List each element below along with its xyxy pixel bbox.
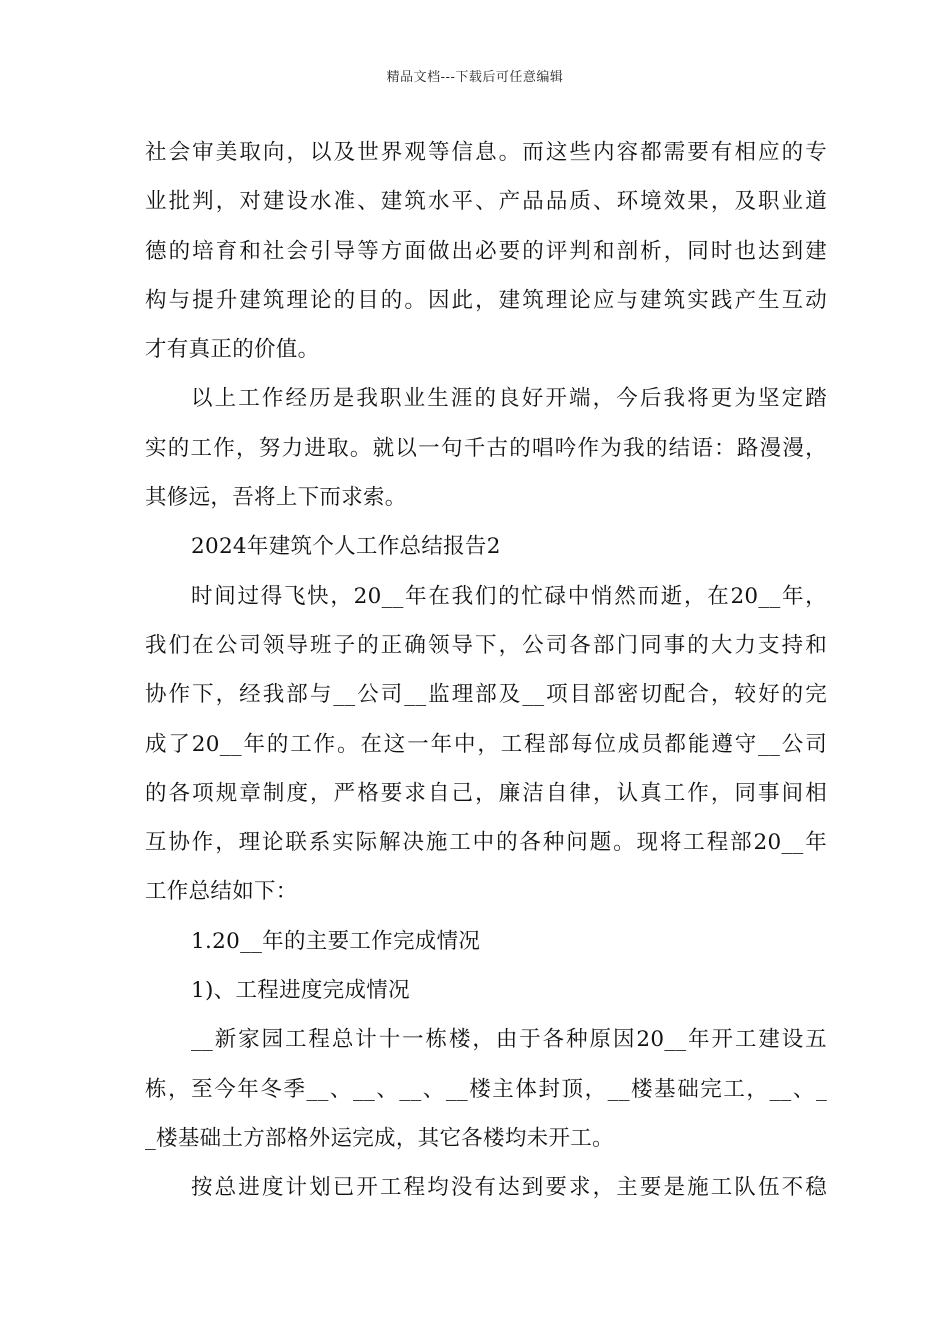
- text-line: 栋，至今年冬季__、__、__、__楼主体封顶，__楼基础完工，__、_: [145, 1076, 827, 1102]
- text-line: 其修远，吾将上下而求索。: [145, 485, 407, 511]
- page-header: 精品文档---下载后可任意编辑: [386, 70, 564, 85]
- text-line: 工作总结如下：: [145, 879, 298, 905]
- text-line: __新家园工程总计十一栋楼，由于各种原因20__年开工建设五: [191, 1027, 827, 1053]
- text-line: 1)、工程进度完成情况: [191, 978, 410, 1004]
- text-line: 以上工作经历是我职业生涯的良好开端，今后我将更为坚定踏: [191, 386, 827, 412]
- text-line: 2024年建筑个人工作总结报告2: [191, 534, 501, 560]
- text-line: 按总进度计划已开工程均没有达到要求，主要是施工队伍不稳: [191, 1175, 827, 1201]
- text-line: 的各项规章制度，严格要求自己，廉洁自律，认真工作，同事间相: [145, 780, 827, 806]
- text-line: 德的培育和社会引导等方面做出必要的评判和剖析，同时也达到建: [145, 238, 827, 264]
- document-body: [145, 132, 827, 1217]
- text-line: 我们在公司领导班子的正确领导下，公司各部门同事的大力支持和: [145, 632, 827, 658]
- text-line: 1.20__年的主要工作完成情况: [191, 928, 481, 954]
- text-line: 社会审美取向，以及世界观等信息。而这些内容都需要有相应的专: [145, 140, 827, 165]
- text-line: 互协作，理论联系实际解决施工中的各种问题。现将工程部20__年: [145, 830, 827, 856]
- text-line: 时间过得飞快，20__年在我们的忙碌中悄然而逝，在20__年，: [191, 583, 827, 609]
- text-line: _楼基础土方部格外运完成，其它各楼均未开工。: [145, 1125, 614, 1151]
- text-line: 实的工作，努力进取。就以一句千古的唱吟作为我的结语：路漫漫，: [145, 435, 827, 461]
- text-line: 业批判，对建设水准、建筑水平、产品品质、环境效果，及职业道: [145, 189, 827, 215]
- text-line: 协作下，经我部与__公司__监理部及__项目部密切配合，较好的完: [145, 682, 827, 708]
- text-line: 构与提升建筑理论的目的。因此，建筑理论应与建筑实践产生互动: [145, 287, 827, 313]
- text-line: 才有真正的价值。: [145, 337, 320, 363]
- text-line: 成了20__年的工作。在这一年中，工程部每位成员都能遵守__公司: [145, 731, 827, 757]
